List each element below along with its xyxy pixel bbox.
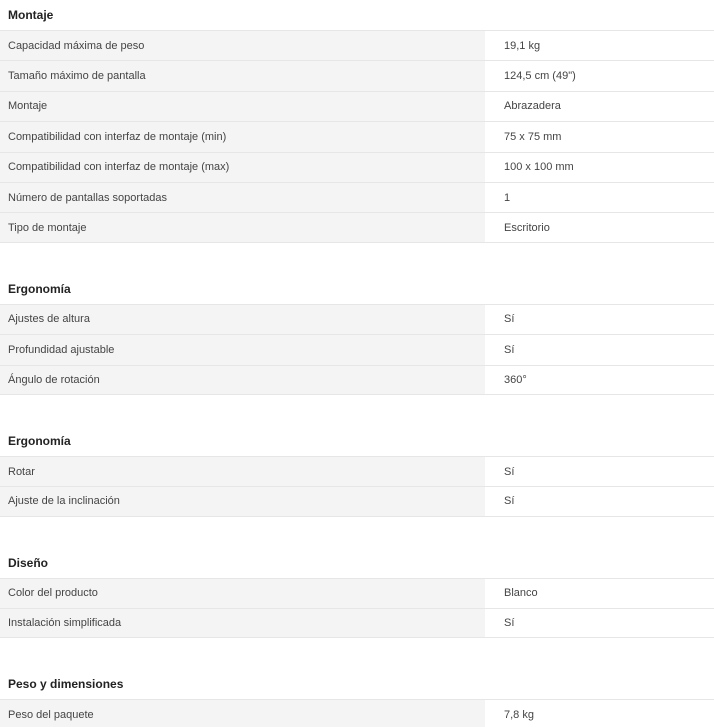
- spec-label: Capacidad máxima de peso: [0, 31, 485, 60]
- spec-row: [0, 121, 714, 151]
- spec-row: [0, 365, 714, 395]
- spec-row: [0, 60, 714, 90]
- spec-row: [0, 486, 714, 516]
- spec-value: 1: [485, 183, 714, 212]
- spec-value: Sí: [485, 487, 714, 515]
- spec-value: Abrazadera: [485, 92, 714, 121]
- spec-row: [0, 152, 714, 182]
- spec-row: [0, 304, 714, 334]
- section-ergonomia: [0, 274, 714, 395]
- spec-row: [0, 699, 714, 727]
- spec-row: [0, 212, 714, 242]
- spec-rows: [0, 30, 714, 243]
- section-peso-dimensiones: [0, 669, 714, 727]
- spec-value: 360°: [485, 366, 714, 394]
- spec-value: Sí: [485, 609, 714, 637]
- spec-value: 100 x 100 mm: [485, 153, 714, 182]
- section-title: Diseño: [8, 555, 49, 570]
- section-montaje: [0, 0, 714, 243]
- section-title: Peso y dimensiones: [8, 677, 124, 692]
- spec-label: Número de pantallas soportadas: [0, 183, 485, 212]
- spec-label: Peso del paquete: [0, 700, 485, 727]
- spec-label: Rotar: [0, 457, 485, 486]
- spec-value: 75 x 75 mm: [485, 122, 714, 151]
- spec-row: [0, 91, 714, 121]
- spec-row: [0, 334, 714, 364]
- spec-rows: [0, 699, 714, 727]
- spec-label: Ángulo de rotación: [0, 366, 485, 394]
- spec-rows: [0, 578, 714, 639]
- spec-value: Sí: [485, 305, 714, 334]
- spec-value: 7,8 kg: [485, 700, 714, 727]
- section-spacer: [0, 638, 714, 669]
- spec-value: Sí: [485, 457, 714, 486]
- section-title: Ergonomía: [8, 433, 71, 448]
- spec-label: Compatibilidad con interfaz de montaje (min): [0, 122, 485, 151]
- spec-label: Montaje: [0, 92, 485, 121]
- spec-value: 124,5 cm (49"): [485, 61, 714, 90]
- spec-rows: [0, 304, 714, 395]
- spec-label: Tamaño máximo de pantalla: [0, 61, 485, 90]
- spec-row: [0, 182, 714, 212]
- spec-row: [0, 456, 714, 486]
- spec-rows: [0, 456, 714, 517]
- section-diseno: [0, 548, 714, 639]
- section-spacer: [0, 243, 714, 274]
- spec-label: Tipo de montaje: [0, 213, 485, 241]
- spec-label: Profundidad ajustable: [0, 335, 485, 364]
- spec-label: Color del producto: [0, 579, 485, 608]
- section-title: Ergonomía: [8, 281, 71, 296]
- spec-label: Compatibilidad con interfaz de montaje (max): [0, 153, 485, 182]
- spec-row: [0, 30, 714, 60]
- section-spacer: [0, 395, 714, 426]
- spec-row: [0, 578, 714, 608]
- spec-row: [0, 608, 714, 638]
- section-spacer: [0, 517, 714, 548]
- spec-label: Ajuste de la inclinación: [0, 487, 485, 515]
- section-title: Montaje: [8, 8, 54, 22]
- section-ergonomia-2: [0, 426, 714, 517]
- spec-label: Ajustes de altura: [0, 305, 485, 334]
- spec-value: 19,1 kg: [485, 31, 714, 60]
- spec-value: Blanco: [485, 579, 714, 608]
- spec-label: Instalación simplificada: [0, 609, 485, 637]
- spec-value: Escritorio: [485, 213, 714, 241]
- spec-value: Sí: [485, 335, 714, 364]
